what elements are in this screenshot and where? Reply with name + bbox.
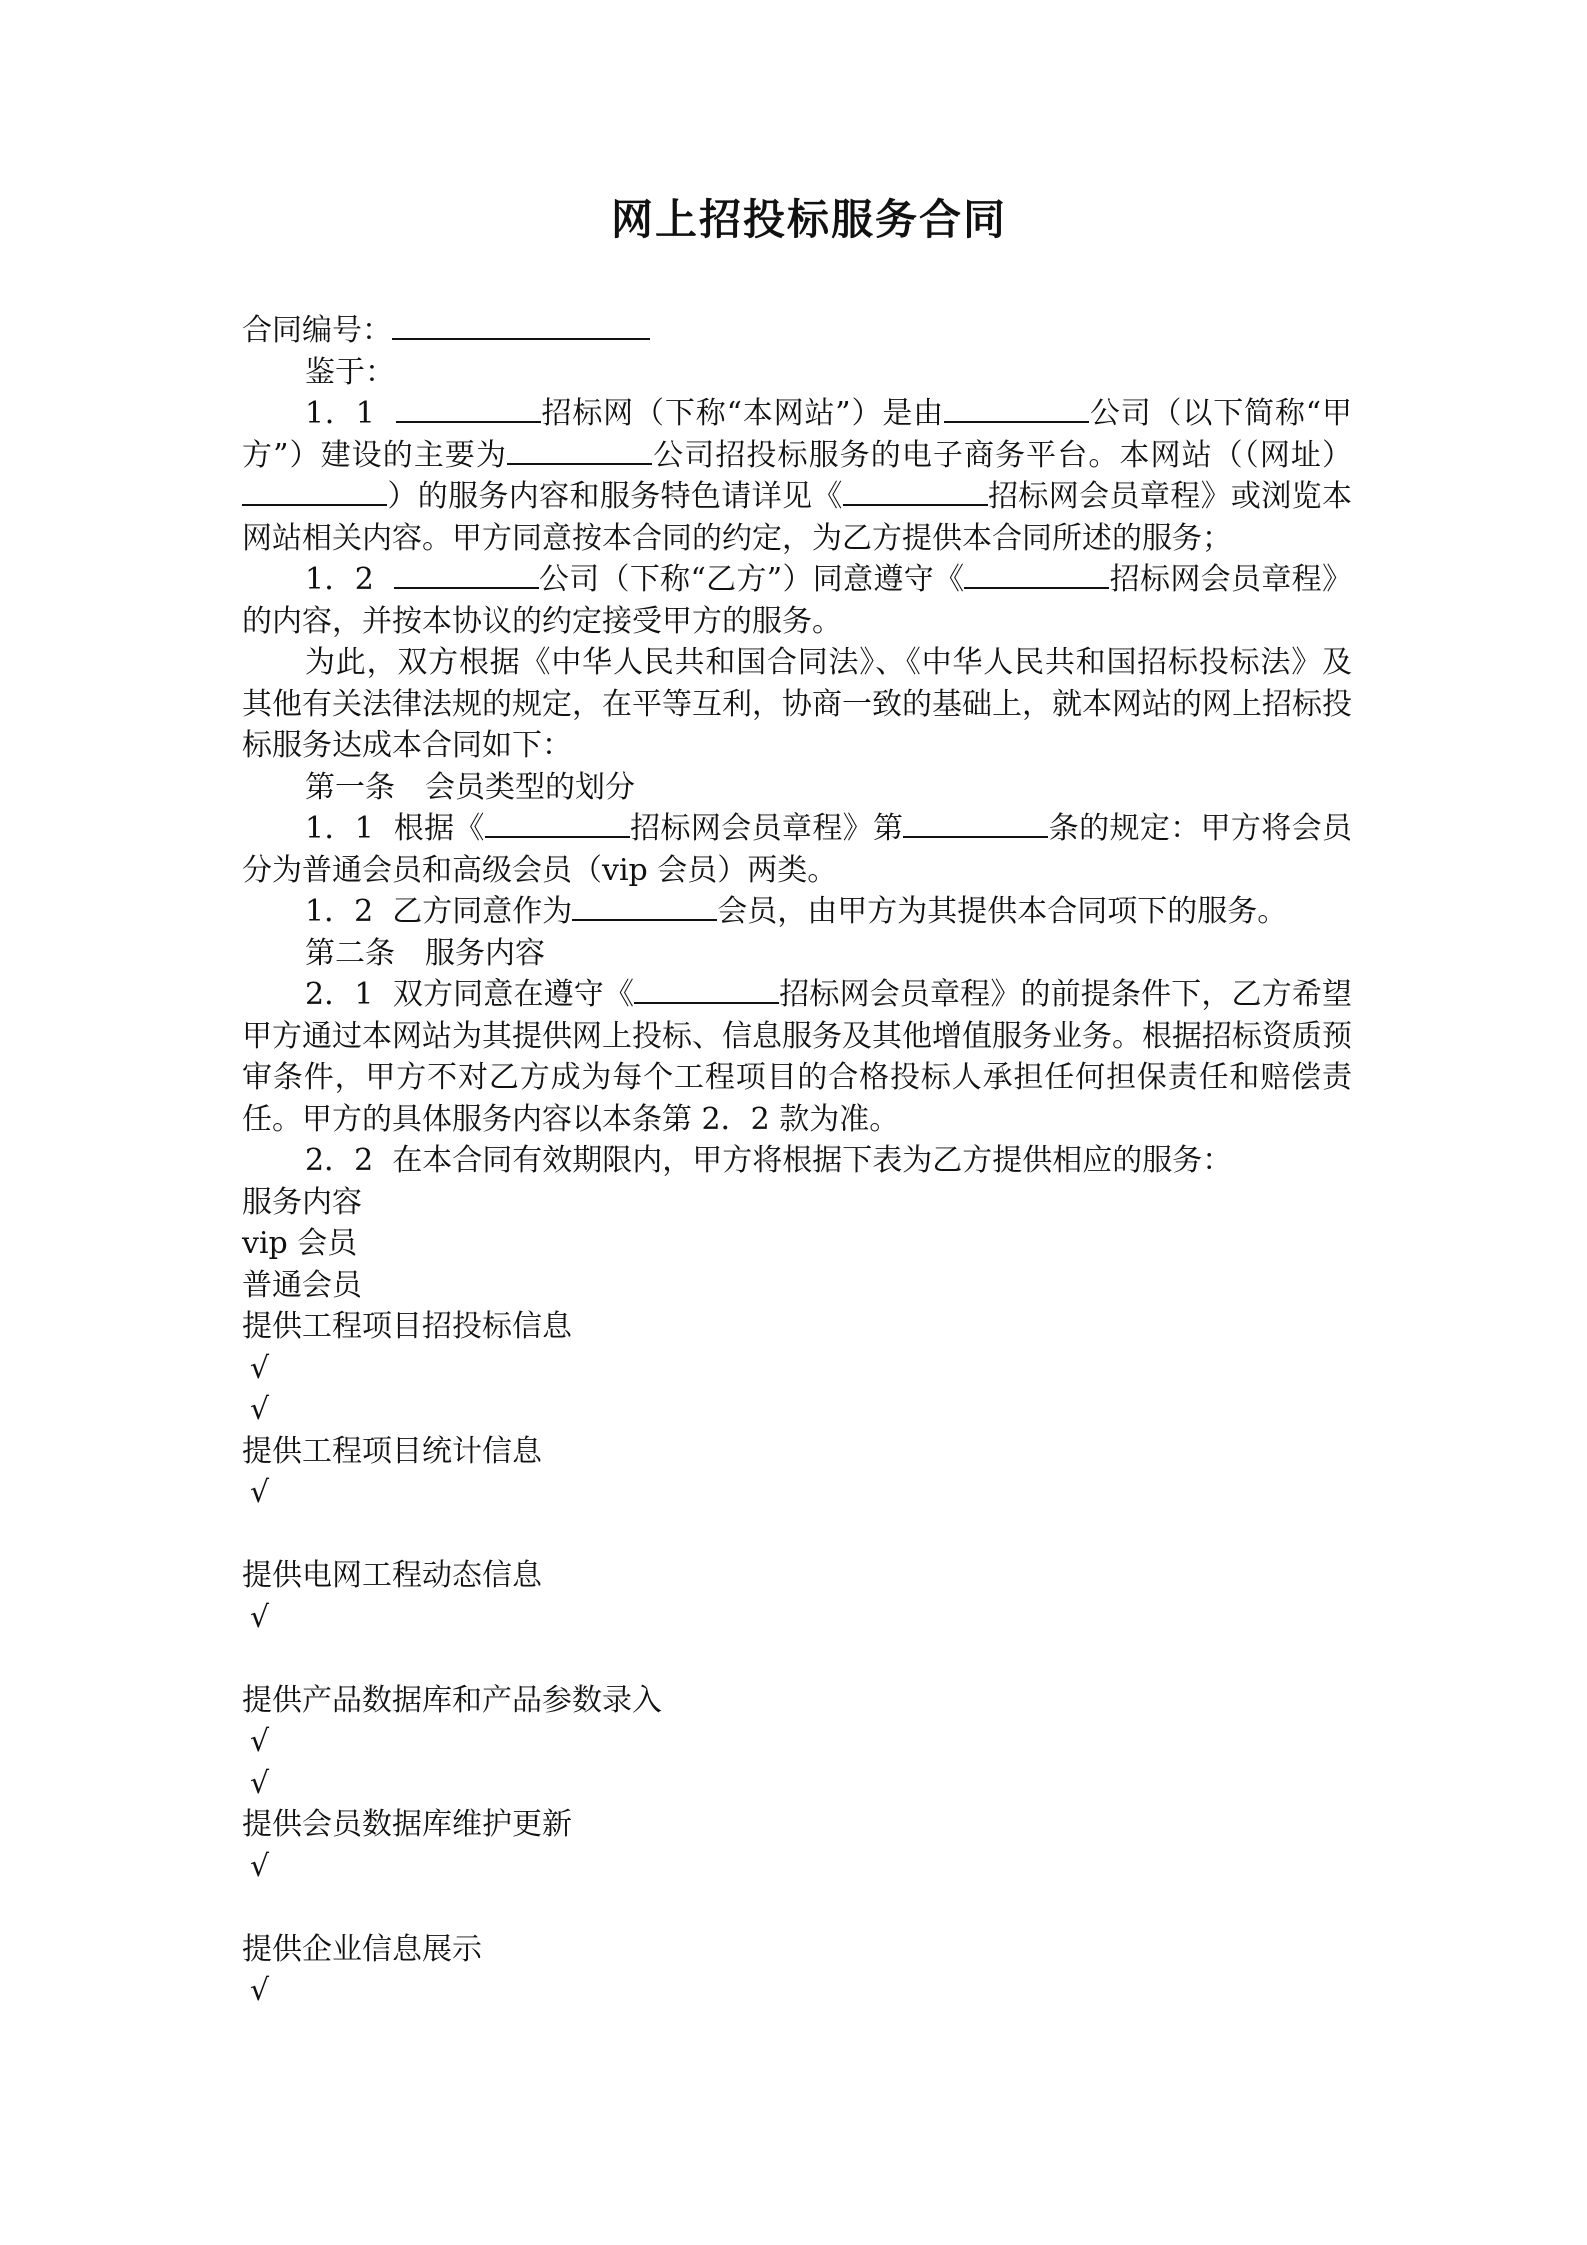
clause-number: 1．2 — [305, 562, 374, 597]
preamble-paragraph: 为此，双方根据《中华人民共和国合同法》、《中华人民共和国招标投标法》及其他有关法律法规的规定，在平等互利，协商一致的基础上，就本网站的网上招标投标服务达成本合同如下： — [242, 645, 1352, 763]
document-title: 网上招投标服务合同 — [610, 195, 1007, 244]
website-url-blank[interactable] — [242, 476, 387, 506]
clause-1-2: 1．2 公司（下称“乙方”）同意遵守《 招标网会员章程》的内容，并按本协议的约定接受甲方的服务。 — [242, 559, 1352, 642]
member-charter-blank[interactable] — [843, 476, 988, 506]
article-1-heading: 第一条 会员类型的划分 — [305, 769, 635, 805]
clause-number: 2．2 — [305, 1143, 374, 1178]
normal-check-icon: √ — [250, 1392, 270, 1427]
normal-empty-cell — [242, 1887, 1352, 1929]
article-number-blank[interactable] — [903, 808, 1048, 838]
clause-number: 1．2 — [305, 894, 374, 929]
contract-number-field[interactable] — [392, 310, 650, 340]
normal-empty-cell — [242, 1514, 1352, 1556]
member-charter-blank[interactable] — [485, 808, 630, 838]
party-a-company-blank[interactable] — [944, 393, 1089, 423]
article-2-clause-2: 2．2 在本合同有效期限内，甲方将根据下表为乙方提供相应的服务： — [305, 1143, 1233, 1178]
normal-empty-cell — [242, 1638, 1352, 1680]
vip-check-icon: √ — [250, 1350, 270, 1386]
service-company-blank[interactable] — [507, 435, 652, 465]
clause-number: 1．1 — [305, 811, 374, 846]
service-item: 提供工程项目统计信息 — [242, 1433, 542, 1469]
clause-number: 2．1 — [305, 977, 374, 1012]
contract-page — [242, 190, 1352, 2012]
member-type-blank[interactable] — [572, 891, 717, 921]
table-row — [242, 1431, 1352, 1556]
vip-check-icon: √ — [250, 1973, 270, 2008]
vip-check-icon: √ — [250, 1848, 270, 1884]
service-item: 提供电网工程动态信息 — [242, 1558, 542, 1593]
service-item: 提供会员数据库维护更新 — [242, 1807, 572, 1842]
service-table — [242, 1182, 1352, 2012]
table-row — [242, 1929, 1352, 2012]
vip-check-icon: √ — [250, 1475, 270, 1510]
website-name-blank[interactable] — [396, 393, 541, 423]
vip-check-icon: √ — [250, 1724, 270, 1759]
table-row — [242, 1306, 1352, 1431]
table-header-normal: 普通会员 — [242, 1267, 362, 1303]
contract-number-label: 合同编号： — [242, 313, 392, 348]
party-b-company-blank[interactable] — [394, 559, 539, 589]
normal-check-icon: √ — [250, 1765, 270, 1801]
service-item: 提供企业信息展示 — [242, 1931, 482, 1967]
clause-1-1: 1．1 招标网（下称“本网站”）是由 公司（以下简称“甲方”）建设的主要为 公司招投标服务的电子商务平台。本网站（（网址））的服务内容和服务特色请详见《 招标网会员章程》或浏览本网站相关内容。甲方同意按本合同的约定，为乙方提供本合同所述的服务； — [242, 393, 1352, 559]
service-item: 提供产品数据库和产品参数录入 — [242, 1682, 662, 1718]
article-1-clause-1: 1．1 根据《 招标网会员章程》第 条的规定：甲方将会员分为普通会员和高级会员（vip 会员）两类。 — [242, 808, 1352, 891]
clause-number: 1．1 — [305, 396, 375, 431]
member-charter-blank[interactable] — [634, 974, 779, 1004]
whereas-heading: 鉴于： — [305, 354, 395, 390]
article-2-heading: 第二条 服务内容 — [305, 935, 545, 971]
table-header-vip: vip 会员 — [242, 1226, 358, 1261]
vip-check-icon: √ — [250, 1599, 270, 1635]
article-2-clause-1: 2．1 双方同意在遵守《 招标网会员章程》的前提条件下，乙方希望甲方通过本网站为其提供网上投标、信息服务及其他增值服务业务。根据招标资质预审条件，甲方不对乙方成为每个工程项目的合格投标人承担任何担保责任和赔偿责任。甲方的具体服务内容以本条第 2．2 款为准。 — [242, 974, 1352, 1140]
article-1-clause-2: 1．2 乙方同意作为 会员，由甲方为其提供本合同项下的服务。 — [242, 891, 1352, 933]
contract-number-line — [242, 310, 1352, 352]
table-row — [242, 1804, 1352, 1929]
member-charter-blank[interactable] — [964, 559, 1109, 589]
service-item: 提供工程项目招投标信息 — [242, 1309, 572, 1344]
table-row — [242, 1680, 1352, 1805]
table-row — [242, 1555, 1352, 1680]
table-header-service: 服务内容 — [242, 1184, 362, 1220]
